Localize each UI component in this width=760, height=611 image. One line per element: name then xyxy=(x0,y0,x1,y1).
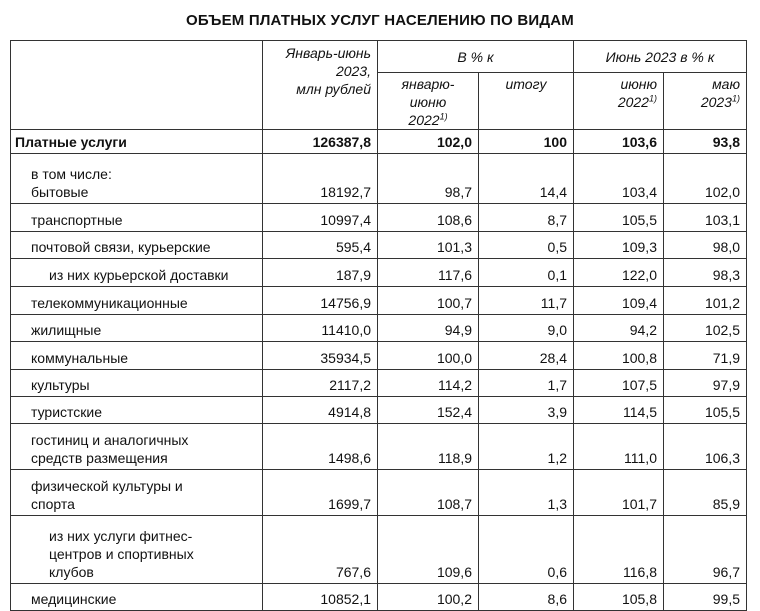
table-row xyxy=(11,470,747,516)
table-row xyxy=(11,204,747,232)
table-row xyxy=(11,397,747,424)
row-label-cell xyxy=(11,259,263,287)
header-group-june: Июнь 2023 в % к xyxy=(574,41,747,73)
row-label-cell xyxy=(11,154,263,204)
header-sub1-line: 2022 xyxy=(408,112,440,128)
value-cell: 96,7 xyxy=(664,516,747,584)
value-cell: 0,6 xyxy=(479,516,574,584)
row-label-cell xyxy=(11,232,263,259)
header-sub3-line: июню xyxy=(620,76,657,92)
value-cell: 117,6 xyxy=(378,259,479,287)
value-cell: 109,4 xyxy=(574,287,664,315)
value-cell: 85,9 xyxy=(664,470,747,516)
value-cell: 109,6 xyxy=(378,516,479,584)
value-cell: 101,7 xyxy=(574,470,664,516)
row-label-line: из них услуги фитнес- xyxy=(49,528,193,544)
row-label-line: средств размещения xyxy=(31,450,168,466)
row-label-line: клубов xyxy=(49,564,94,580)
value-cell: 105,5 xyxy=(574,204,664,232)
value-cell: 102,5 xyxy=(664,315,747,342)
value-cell: 98,3 xyxy=(664,259,747,287)
header-sub-jan-jun-2022 xyxy=(378,73,479,130)
value-cell: 106,3 xyxy=(664,424,747,470)
row-label-cell xyxy=(11,204,263,232)
value-cell: 103,4 xyxy=(574,154,664,204)
value-cell: 116,8 xyxy=(574,516,664,584)
value-cell: 100 xyxy=(479,130,574,154)
header-sub3-line: 2022 xyxy=(617,94,649,110)
value-cell: 103,1 xyxy=(664,204,747,232)
value-cell: 10997,4 xyxy=(263,204,378,232)
header-col1-line: млн рублей xyxy=(296,81,371,97)
header-col-jan-jun-2023 xyxy=(263,41,378,130)
header-sub4-line: 2023 xyxy=(700,94,732,110)
row-label-cell xyxy=(11,370,263,397)
row-label-line: Платные услуги xyxy=(15,134,127,150)
value-cell: 1498,6 xyxy=(263,424,378,470)
value-cell: 152,4 xyxy=(378,397,479,424)
footnote-marker: 1) xyxy=(731,93,740,104)
row-label-line: туристские xyxy=(31,404,103,420)
value-cell: 114,5 xyxy=(574,397,664,424)
value-cell: 94,2 xyxy=(574,315,664,342)
table-row xyxy=(11,130,747,154)
table-row xyxy=(11,259,747,287)
row-label-line: культуры xyxy=(31,377,90,393)
value-cell: 187,9 xyxy=(263,259,378,287)
value-cell: 107,5 xyxy=(574,370,664,397)
row-label-cell xyxy=(11,397,263,424)
table-row xyxy=(11,342,747,370)
row-label-cell xyxy=(11,424,263,470)
table-row xyxy=(11,315,747,342)
table-row xyxy=(11,424,747,470)
table-row xyxy=(11,370,747,397)
row-label-line: бытовые xyxy=(31,184,89,200)
value-cell: 126387,8 xyxy=(263,130,378,154)
value-cell: 100,0 xyxy=(378,342,479,370)
value-cell: 114,2 xyxy=(378,370,479,397)
value-cell: 10852,1 xyxy=(263,584,378,611)
table-row xyxy=(11,584,747,611)
value-cell: 105,8 xyxy=(574,584,664,611)
value-cell: 102,0 xyxy=(378,130,479,154)
value-cell: 118,9 xyxy=(378,424,479,470)
value-cell: 99,5 xyxy=(664,584,747,611)
value-cell: 97,9 xyxy=(664,370,747,397)
row-label-line: гостиниц и аналогичных xyxy=(31,432,189,448)
value-cell: 100,7 xyxy=(378,287,479,315)
row-label-line: спорта xyxy=(31,496,75,512)
value-cell: 108,7 xyxy=(378,470,479,516)
row-label-cell xyxy=(11,287,263,315)
value-cell: 28,4 xyxy=(479,342,574,370)
header-col1-line: 2023, xyxy=(335,63,371,79)
row-label-cell xyxy=(11,342,263,370)
table-row xyxy=(11,232,747,259)
footnote-marker: 1) xyxy=(439,111,448,122)
row-label-cell xyxy=(11,130,263,154)
row-label-cell xyxy=(11,315,263,342)
header-sub-total: итогу xyxy=(479,73,574,130)
row-label-cell xyxy=(11,470,263,516)
header-group-percent: В % к xyxy=(378,41,574,73)
value-cell: 11,7 xyxy=(479,287,574,315)
value-cell: 100,8 xyxy=(574,342,664,370)
value-cell: 100,2 xyxy=(378,584,479,611)
header-sub-june-2022 xyxy=(574,73,664,130)
value-cell: 102,0 xyxy=(664,154,747,204)
value-cell: 1,2 xyxy=(479,424,574,470)
value-cell: 3,9 xyxy=(479,397,574,424)
value-cell: 93,8 xyxy=(664,130,747,154)
row-label-line: телекоммуникационные xyxy=(31,295,188,311)
value-cell: 71,9 xyxy=(664,342,747,370)
value-cell: 8,7 xyxy=(479,204,574,232)
value-cell: 4914,8 xyxy=(263,397,378,424)
row-label-line: физической культуры и xyxy=(31,478,183,494)
value-cell: 101,2 xyxy=(664,287,747,315)
row-label-line: центров и спортивных xyxy=(49,546,194,562)
value-cell: 8,6 xyxy=(479,584,574,611)
header-empty-cell xyxy=(11,41,263,130)
header-sub4-line: маю xyxy=(712,76,740,92)
row-label-cell xyxy=(11,584,263,611)
value-cell: 0,1 xyxy=(479,259,574,287)
row-label-line: медицинские xyxy=(31,591,117,607)
row-label-line: коммунальные xyxy=(31,350,129,366)
header-col1-line: Январь-июнь xyxy=(285,45,371,61)
value-cell: 103,6 xyxy=(574,130,664,154)
value-cell: 35934,5 xyxy=(263,342,378,370)
footnote-marker: 1) xyxy=(648,93,657,104)
value-cell: 1,7 xyxy=(479,370,574,397)
table-title: ОБЪЕМ ПЛАТНЫХ УСЛУГ НАСЕЛЕНИЮ ПО ВИДАМ xyxy=(186,12,574,29)
table-row xyxy=(11,287,747,315)
value-cell: 767,6 xyxy=(263,516,378,584)
value-cell: 1,3 xyxy=(479,470,574,516)
value-cell: 0,5 xyxy=(479,232,574,259)
value-cell: 109,3 xyxy=(574,232,664,259)
value-cell: 18192,7 xyxy=(263,154,378,204)
table-row xyxy=(11,154,747,204)
value-cell: 122,0 xyxy=(574,259,664,287)
value-cell: 14756,9 xyxy=(263,287,378,315)
paid-services-table xyxy=(10,40,747,611)
value-cell: 595,4 xyxy=(263,232,378,259)
value-cell: 98,0 xyxy=(664,232,747,259)
table-row xyxy=(11,516,747,584)
row-label-line: транспортные xyxy=(31,212,123,228)
value-cell: 2117,2 xyxy=(263,370,378,397)
value-cell: 11410,0 xyxy=(263,315,378,342)
value-cell: 101,3 xyxy=(378,232,479,259)
value-cell: 108,6 xyxy=(378,204,479,232)
row-label-cell xyxy=(11,516,263,584)
row-label-line: из них курьерской доставки xyxy=(49,267,229,283)
value-cell: 94,9 xyxy=(378,315,479,342)
value-cell: 1699,7 xyxy=(263,470,378,516)
value-cell: 14,4 xyxy=(479,154,574,204)
value-cell: 111,0 xyxy=(574,424,664,470)
header-sub-may-2023 xyxy=(664,73,747,130)
row-label-line: жилищные xyxy=(31,322,102,338)
row-label-line: почтовой связи, курьерские xyxy=(31,239,211,255)
header-sub1-line: январю-июню xyxy=(401,76,455,110)
value-cell: 9,0 xyxy=(479,315,574,342)
value-cell: 98,7 xyxy=(378,154,479,204)
row-label-line: в том числе: xyxy=(31,166,112,182)
value-cell: 105,5 xyxy=(664,397,747,424)
